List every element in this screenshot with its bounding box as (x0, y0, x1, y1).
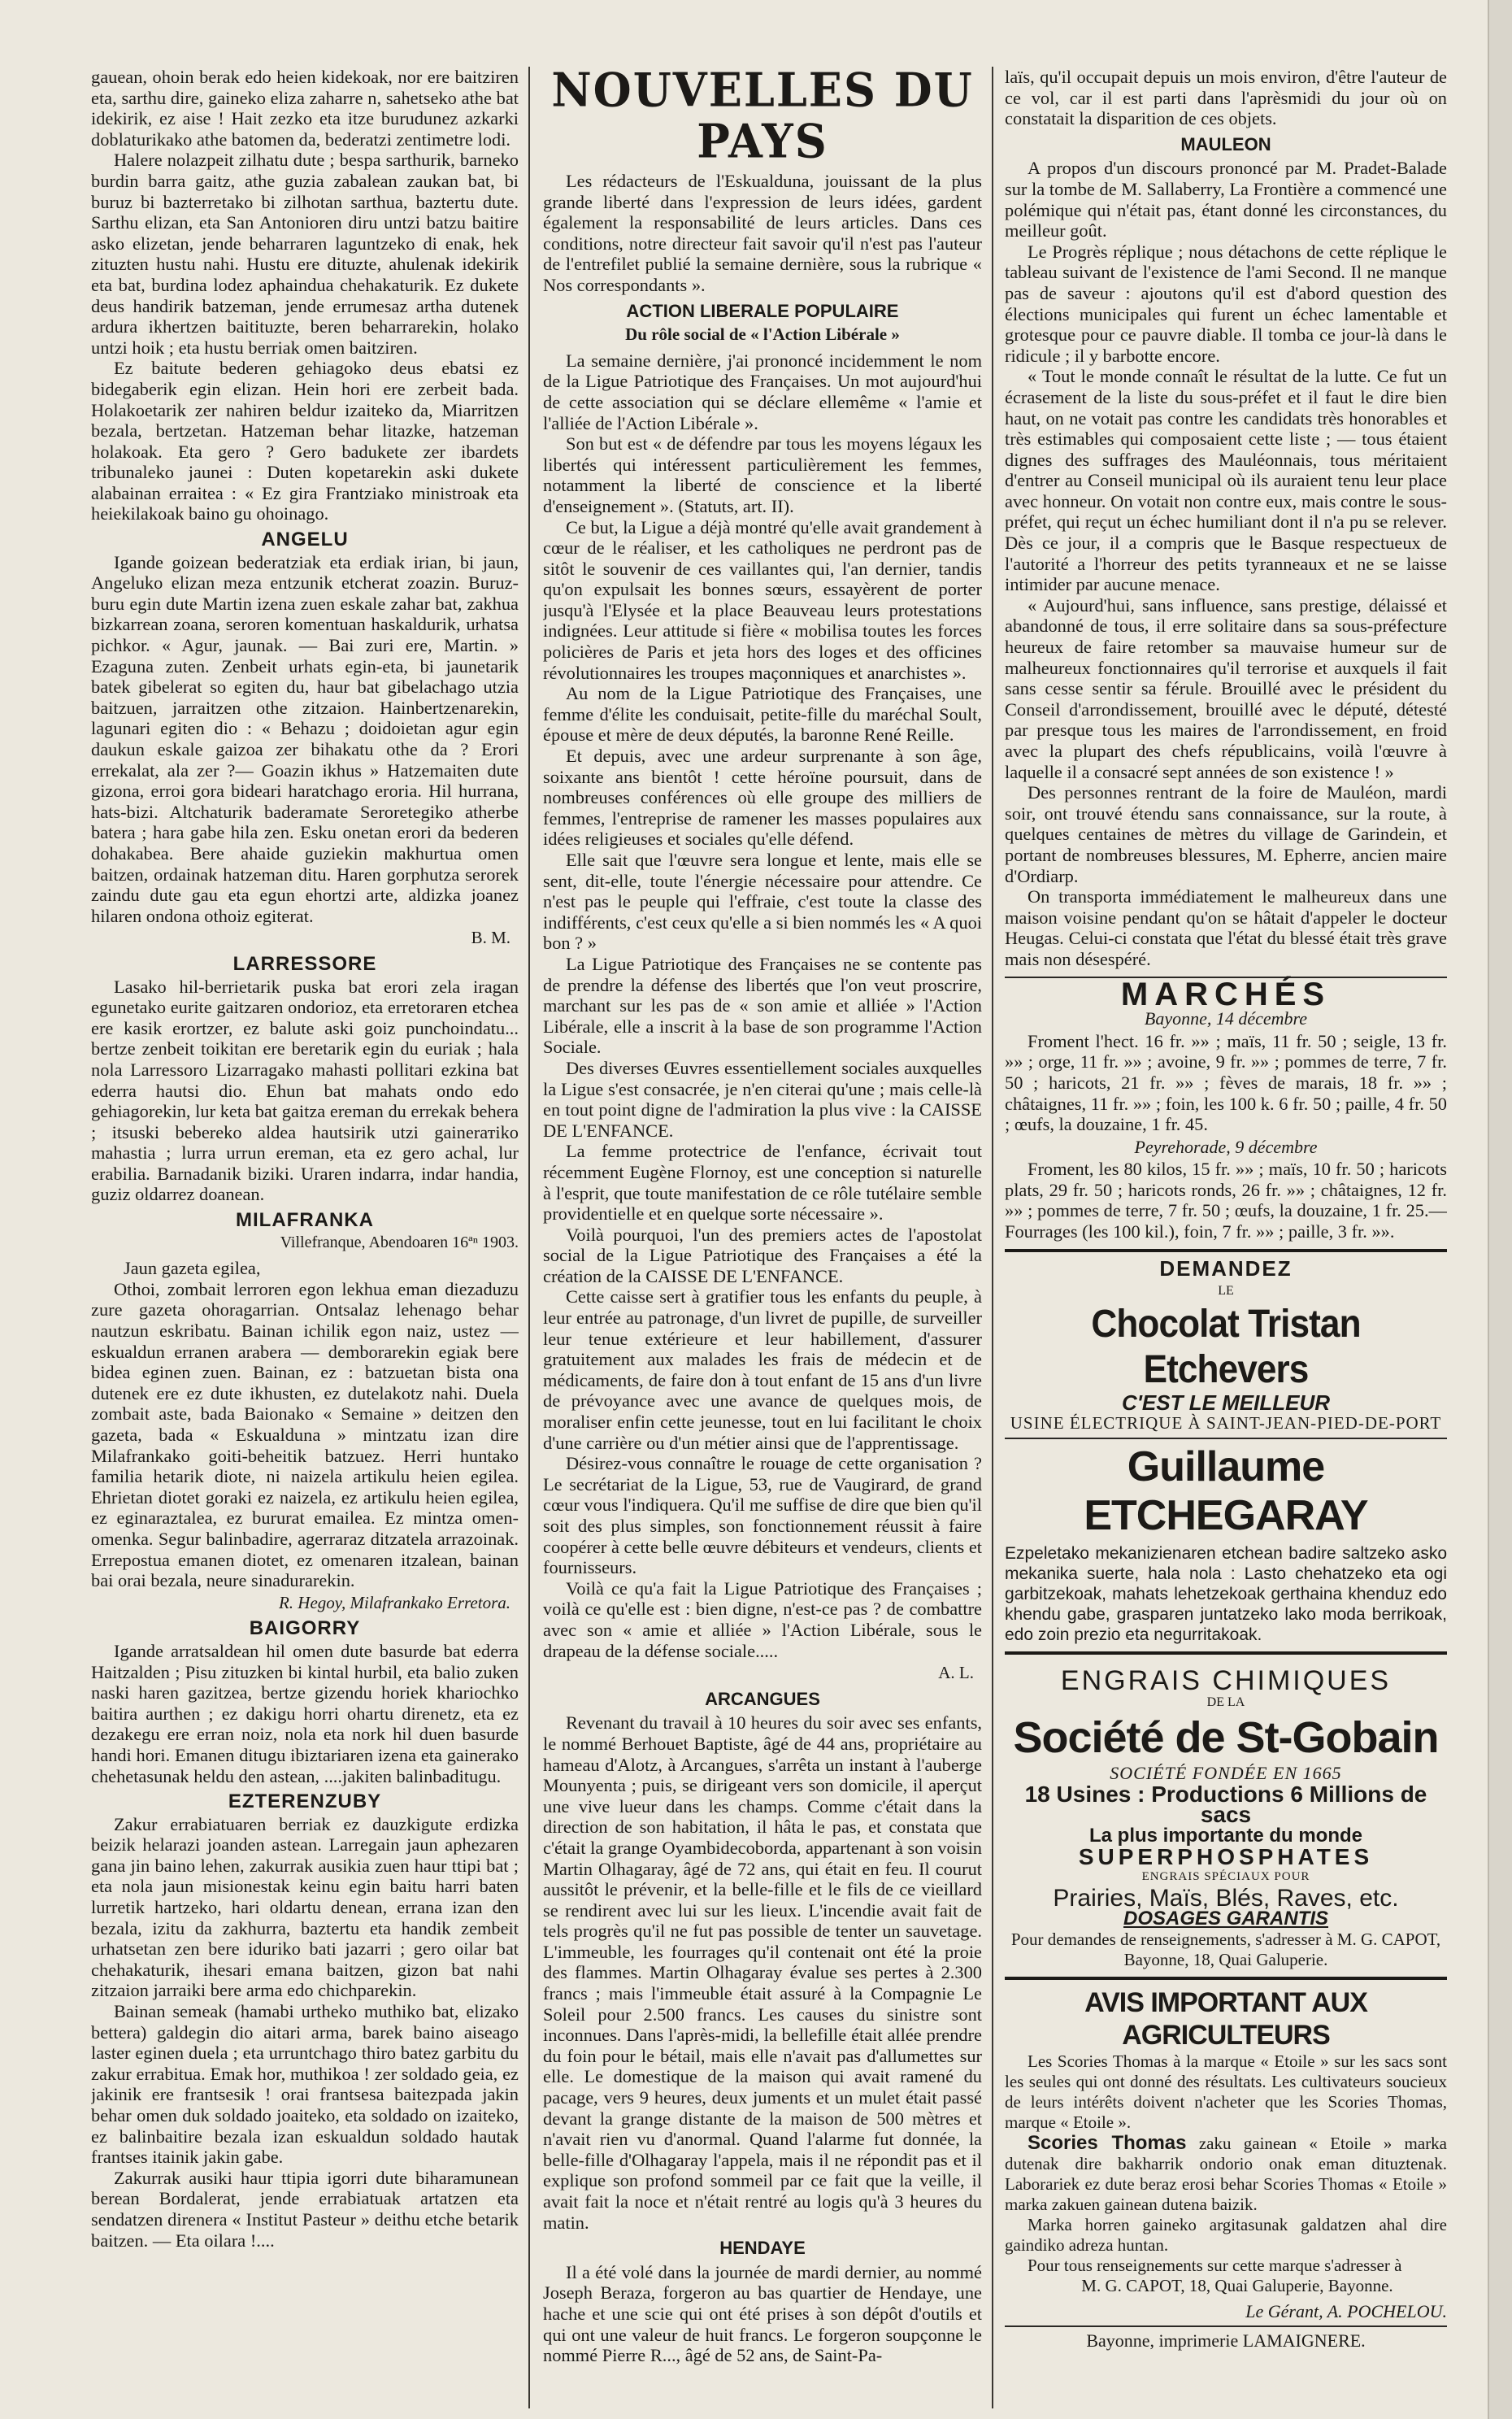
article-paragraph: Ez baitute bederen gehiagoko deus ebatsi ez bidegaberik egin elizan. Hein hori ere zerbeit bada. Holakoetarik zer nahiren beldur izaiteko da, Miarritzen bezala, bertzetan. Hatzeman behar litazke, hatzeman holakoak. Eta gero ? Gero badukete zer ibardets tribunaleko jaunei : Duten kopetarekin aski dukete alabainan erraitea : « Ez gira Frantziako ministroak eta heiekilakoak baino gu ohoinago. (91, 358, 519, 524)
ad-plus-importante: La plus importante du monde (1088, 1825, 1362, 1847)
ad-chocolat-brand: Chocolat Tristan Etchevers (1091, 1302, 1361, 1391)
signature: A. L. (938, 1663, 974, 1683)
section-heading-baigorry: BAIGORRY (249, 1617, 361, 1640)
article-paragraph: Voilà ce qu'a fait la Ligue Patriotique des Françaises ; voilà ce qu'elle est : bien digne, n'est-ce pas ? de combattre avec son « amie et alliée » l'Action Libérale, sous le drapeau de la défense sociale..... (543, 1577, 982, 1661)
ad-superphosphates: SUPERPHOSPHATES (1078, 1843, 1374, 1869)
divider (1005, 1438, 1447, 1439)
ad-engrais-speciaux: ENGRAIS SPÉCIAUX POUR (1141, 1870, 1310, 1884)
ad-scories-address: M. G. CAPOT, 18, Quai Galuperie, Bayonne. (1081, 2275, 1393, 2295)
article-paragraph: Voilà pourquoi, l'un des premiers actes de l'apostolat social de la Ligue Patriotique des Françaises a été la création de la CAISSE DE L'ENFANCE. (543, 1224, 982, 1286)
divider (1005, 1249, 1447, 1252)
section-masthead: NOUVELLES DU PAYS (551, 67, 974, 169)
printer-line: Bayonne, imprimerie LAMAIGNERE. (1086, 2330, 1366, 2351)
section-heading-action-liberale: ACTION LIBERALE POPULAIRE (626, 300, 899, 321)
ad-le: LE (1218, 1284, 1234, 1299)
article-paragraph: La semaine dernière, j'ai prononcé incidemment le nom de la Ligue Patriotique des Françaises. Un mot aujourd'hui de cette association qui se déclare ellemême « l'amie et l'alliée de l'Action Libérale ». (543, 350, 982, 433)
article-paragraph: Désirez-vous connaître le rouage de cette organisation ? Le secrétariat de la Ligue, 53, rue de Vaugirard, de grand cœur vous l'indiquera. Qu'il me suffise de dire que bien qu'il soit des plus simples, son fonctionnement réussit à faire coopérer à cette belle œuvre débiteurs et vendeurs, clients et fournisseurs. (543, 1453, 982, 1578)
article-paragraph: La Ligue Patriotique des Françaises ne se contente pas de prendre la défense des libertés que l'on veut proscrire, marchant sur les pas de « son amie et alliée » l'Action Libérale, elle a inscrit à la base de son programme l'Action Sociale. (543, 953, 982, 1058)
gerant-signature: Le Gérant, A. POCHELOU. (1245, 2300, 1447, 2321)
ad-slogan: C'EST LE MEILLEUR (1121, 1390, 1331, 1415)
page-edge (1488, 0, 1512, 2419)
article-paragraph: Cette caisse sert à gratifier tous les enfants du peuple, à leur entrée au patronage, d'un livret de pupille, de surveiller leur tenue extérieure et leur habillement, d'assurer gratuitement aux malades les frais de médecin et de médicaments, de faire don à tout enfant de 15 ans d'un livre de prévoyance avec une avance de quelques mois, de moraliser enfin cette jeunesse, tout en lui facilitant le choix d'une carrière ou d'un métier ainsi que de l'apprentissage. (543, 1286, 982, 1453)
ad-scories-text: Pour tous renseignements sur cette marque s'adresser à (1028, 2255, 1402, 2275)
article-paragraph: La femme protectrice de l'enfance, écrivait tout récemment Eugène Flornoy, est une conception si naturelle à l'esprit, que toute manifestation de ce rôle tutélaire semble providentielle et en quelque sorte nécessaire ». (543, 1141, 982, 1225)
ad-usines: 18 Usines : Productions 6 Millions de sacs (1024, 1781, 1427, 1828)
article-paragraph: Zakurrak ausiki haur ttipia igorri dute biharamunean berean Bordalerat, jende errabiatuak artatzen eta sendatzen direnera « Institut Pasteur » deithu etche betarik baitzen. — Eta oilara !.... (91, 2167, 519, 2251)
market-prices: Froment, les 80 kilos, 15 fr. »» ; maïs, 10 fr. 50 ; haricots plats, 29 fr. 50 ; haricots ronds, 26 fr. »» ; châtaignes, 12 fr. »» ; pommes de terre, 7 fr. 50 ; œufs, la douzaine, 1 fr. 25.— Fourrages (les 100 kil.), foin, 7 fr. »» ; paille, 3 fr. »». (1005, 1159, 1447, 1242)
divider (1005, 1977, 1447, 1980)
ad-demandez: DEMANDEZ (1159, 1255, 1293, 1281)
article-paragraph: Zakur errabiatuaren berriak ez dauzkigute erdizka beizik helarazi joanden astean. Larregain jaun aphezaren gana jin baino lehen, zakurrak ausikia zuen haur ttipi bat ; eta nola jaun misionestak keinu egin baitu harri baten lurretik hartzeko, hari oldartu denean, errana izan den bezala, izitu da zakhurra, baztertu eta handik zembeit urhatsetan zen bere iduriko bati jazarri ; gero oilar bat chehakaturik, ihesari emana baitzen, gizon bat nahi zitzaion jarraiki bere arma edo chichparekin. (91, 1813, 519, 2001)
article-paragraph: Igande goizean bederatziak eta erdiak irian, bi jaun, Angeluko elizan meza entzunik etcherat zoazin. Buruz-buru egin dute Martin izena zuen eskale zahar bat, zakhua bizkarrean zoana, seroren komentuan haskaldurik, urhatsa pichkor. « Agur, jaunak. — Bai zuri ere, Martin. » Ezagunа zuten. Zenbeit urhats egin-eta, bi jaunetarik batek gibelerat so egiten du, haur bat gibelachago utzia baitzuen, jarraitzen othe zitzaion. Hainbertzenarekin, lagunari egiten dio : « Behazu ; doidoietan agur egin daukun eskale gaizoa zer bihakatu othe da ? Erori errekalat, ala zer ?— Goazin ikhus » Hatzemaiten dute gizona, erroi gora bideari haratchago eroria. Hil hurrana, hats-bizi. Altchaturik baderamate Seroretegiko atherbe batera ; hara gabe hila zen. Esku onetan erori da bederen dohakabea. Bere ahaide guziekin makhurtua omen baitzen, ordainak hatzeman ditu. Haren gorphutza serorek zaindu dute gau eta egun ehortzi arte, aldizka joanez hilaren ondona othoiz egiterat. (91, 551, 519, 926)
section-heading-ezterenzuby: EZTERENZUBY (228, 1790, 382, 1813)
market-dateline: Bayonne, 14 décembre (1144, 1008, 1308, 1029)
article-paragraph: A propos d'un discours prononcé par M. Pradet-Balade sur la tombe de M. Sallaberry, La Frontière a commencé une polémique qui n'était pas, étant donné les circonstances, du meilleur goût. (1005, 158, 1447, 241)
ad-dosages: DOSAGES GARANTIS (1123, 1908, 1329, 1930)
article-paragraph: Ce but, la Ligue a déjà montré qu'elle avait grandement à cœur de le réaliser, et les catholiques ne perdront pas de sitôt le souvenir de ces vaillantes qui, l'an dernier, tandis qu'on expulsait les bonnes sœurs, essayèrent de porter jusqu'à l'Elysée et la place Beauveau leurs protestations indignées. Leur attitude si fière « mobilisa toutes les forces policières de Paris et jeta hors des loges et des officines révolutionnaires les troupes maçonniques et anarchistes ». (543, 516, 982, 683)
article-paragraph: Des diverses Œuvres essentiellement sociales auxquelles la Ligue s'est consacrée, je n'en citerai qu'une ; mais celle-là en tout point digne de l'admiration la plus vive : la CAISSE DE L'ENFANCE. (543, 1057, 982, 1141)
ad-scories-basque-text: zaku gainean « Etoile » marka dutenak dire bakharrik ondorio onak eman dituztenak. Laborariek ez dute beraz erosi behar Scories Thomas « Etoile » marka zakuen gainean dutena baizik. (1005, 2133, 1447, 2214)
divider (1005, 2325, 1447, 2327)
article-paragraph: Elle sait que l'œuvre sera longue et lente, mais elle se sent, dit-elle, toute l'énergie nécessaire pour attendre. Ce n'est pas le peuple qui l'effraie, c'est toute la classe des indifférents, c'est ceux qu'elle a si bien nommés les « A quoi bon ? » (543, 850, 982, 954)
column-rule-left (528, 67, 530, 2408)
ad-scories-bold: Scories Thomas (1028, 2131, 1187, 2154)
section-heading-mauleon: MAULEON (1180, 133, 1271, 154)
advertisement-saint-gobain (1005, 1665, 1447, 1970)
market-dateline: Peyrehorade, 9 décembre (1134, 1136, 1318, 1157)
article-paragraph: « Aujourd'hui, sans influence, sans prestige, délaissé et abandonné de tous, il erre solitaire dans sa sous-préfecture heureux de faire retomber sa mauvaise humeur sur de malheureux fonctionnaires qu'il terrorise et auxquels il fait sans cesse sentir sa férule. Brouillé avec le président du Conseil d'arrondissement, brouillé avec le député, détesté par presque tous les maires de l'arrondissement, en froid avec la plupart des chefs républicains, voilà l'œuvre à laquelle il a consacré sept années de son existence ! » (1005, 594, 1447, 782)
article-paragraph: gauean, ohoin berak edo heien kidekoak, nor ere baitziren eta, sarthu dire, gaineko eliza zaharre n, sahetseko athe bat idekirik, ez aise ! Hait zezko eta itze burudunez azkarki doblaturikako athe batomen da, bederatzi zentimetre lodi. (91, 67, 519, 150)
article-paragraph: Son but est « de défendre par tous les moyens légaux les libertés qui intéressent particulièrement les femmes, notamment la liberté de conscience et la liberté d'enseignement ». (Statuts, art. II). (543, 433, 982, 516)
article-paragraph: On transporta immédiatement le malheureux dans une maison voisine pendant qu'on se hâtait d'appeler le docteur Heugas. Celui-ci constata que l'état du blessé était très grave mais non désespéré. (1005, 886, 1447, 969)
article-paragraph: « Tout le monde connaît le résultat de la lutte. Ce fut un écrasement de la liste du sous-préfet et il faut le dire bien haut, on ne votait pas contre les candidats très honorables et très estimables qui composaient cette liste ; — tous étaient dignes des suffrages des Mauléonnais, tous méritaient d'entrer au Conseil municipal où ils auraient tenu leur place avec honneur. On votait non contre eux, mais contre le sous-préfet, qui reçut un échec humiliant dont il n'a pu se relever. Dès ce jour, il a compris que le Basque respectueux de l'autorité a l'horreur des petits tyranneaux et ne se laisse intimider par aucune menace. (1005, 366, 1447, 595)
article-paragraph: Halere nolazpeit zilhatu dute ; bespa sarthurik, barneko burdin barra gaitz, athe guzia zabalean zaukan bat, bi buruz bi bazterretako bi zilhotan sarthua, baztertu dute. Sarthu elizan, eta San Antonioren diru untzi batzu baitire asko elizetan, jende beharraren laguntzeko di enak, hek zituzten hustu nahi. Hustu ere dituzte, ahulenak idekirik eta bat, burdina lodez aphaindua chehakaturik. Ez dukete deus handirik batzeman, jende errumesaz artha dutenek ardura ikhertzen baitituzte, beren beharrarekin, holako untzi hoik ; eta hustu berriak omen baitziren. (91, 150, 519, 358)
article-paragraph: Le Progrès réplique ; nous détachons de cette réplique le tableau suivant de l'existence de l'ami Second. Il ne manque pas de saveur : ajoutons qu'il est d'abord question des élections municipales qui furent un échec lamentable et grotesque pour ce pauvre diable. Il tomba ce jour-là dans le ridicule ; il y barbotte encore. (1005, 241, 1447, 366)
section-heading-angelu: ANGELU (261, 529, 349, 551)
ad-etchegaray-text: Ezpeletako mekanizienaren etchean badire saltzeko asko mekanika suerte, hala nola : Lasto chehatzeko eta ogi garbitzekoak, mahats lehetzekoak gerthaina khenduz edo khendu gabe, grasparen juntatzeko lako moda berrikoak, edo zoin prezio eta negurritakoak. (1005, 1544, 1447, 1645)
section-heading-larressore: LARRESSORE (232, 952, 377, 975)
article-paragraph: Igande arratsaldean hil omen dute basurde bat ederra Haitzalden ; Pisu zituzken bi kintal hurbil, eta balio zuken naski haren gazitzea, bertze gizendu horiek khariochko baitira aurthen ; ez dakigu horri ohartu direnetz, eta ez dezakegu ere erran noiz, nola eta nork hil duen basurde handi hori. Emanen ditugu ibiztariaren izena eta gainerako chehetasunak heldu den astean, ....jakiten balinbaditugu. (91, 1640, 519, 1786)
divider (1005, 1651, 1447, 1655)
column-nouvelles (543, 67, 982, 2408)
ad-scories-text: Les Scories Thomas à la marque « Etoile » sur les sacs sont les seules qui ont donné des résultats. Les cultivateurs soucieux de leurs intérêts doivent n'acheter que les Scories Thomas, marque « Etoile ». (1005, 2051, 1447, 2132)
ad-de-la: DE LA (1206, 1695, 1245, 1709)
signature: R. Hegoy, Milafrankako Erretora. (278, 1592, 511, 1612)
signature: B. M. (471, 928, 511, 948)
article-paragraph: Au nom de la Ligue Patriotique des Françaises, une femme d'élite les conduisait, petite-fille du maréchal Soult, épouse et mère de deux députés, la baronne René Reille. (543, 683, 982, 746)
ad-contact: Pour demandes de renseignements, s'adresser à M. G. CAPOT, Bayonne, 18, Quai Galuperie. (1010, 1929, 1441, 1969)
column-rule-right (992, 67, 993, 2408)
ad-usine: USINE ÉLECTRIQUE À SAINT-JEAN-PIED-DE-PORT (1010, 1413, 1442, 1434)
markets-heading: MARCHÉS (1120, 976, 1332, 1012)
section-heading-milafranka: MILAFRANKA (236, 1209, 374, 1232)
dateline: Villefranque, Abendoaren 16ªⁿ 1903. (280, 1233, 519, 1251)
ad-fondee: SOCIÉTÉ FONDÉE EN 1665 (1110, 1763, 1342, 1784)
column-basque-news (91, 67, 519, 2408)
advertisement-chocolat (1005, 1255, 1447, 1645)
ad-scories-text: Marka horren gaineko argitasunak galdatzen ahal dire gaindiko adreza huntan. (1005, 2214, 1447, 2255)
article-paragraph: Il a été volé dans la journée de mardi dernier, au nommé Joseph Beraza, forgeron au bas quartier de Hendaye, une hache et une scie qui ont été prises à son dépôt d'outils et qui ont une valeur de huit francs. Le forgeron soupçonne le nommé Pierre R..., âgé de 52 ans, de Saint-Pa- (543, 2261, 982, 2366)
section-heading-arcangues: ARCANGUES (705, 1688, 820, 1709)
letter-greeting: Jaun gazeta egilea, (124, 1258, 261, 1279)
ad-saint-gobain-brand: Société de St-Gobain (1013, 1713, 1439, 1763)
advertisement-scories-thomas (1005, 1986, 1447, 2296)
column-news-and-ads (1005, 67, 1447, 2408)
ad-prairies: Prairies, Maïs, Blés, Raves, etc. (1053, 1884, 1399, 1912)
article-paragraph: Bainan semeak (hamabi urtheko muthiko bat, elizako bettera) galdegin dio aitari arma, barek baino aiseago laster eginen duela ; eta urruntchago thiro batez garbitu du zakur errabitua. Emak hor, muthikoa ! zer soldado geia, ez jakinik ere frantsesik ! orai frantsesa baitezpada jakin behar omen duk soldado joaiteko, eta soldado on izaiteko, ez balinbaitire bezala izan eskualdun soldado hautak frantses itainik jakin gabe. (91, 2001, 519, 2168)
ad-engrais-chimiques: ENGRAIS CHIMIQUES (1060, 1665, 1392, 1697)
article-paragraph: Des personnes rentrant de la foire de Mauléon, mardi soir, ont trouvé étendu sans connaissance, sur la route, à quelques centaines de mètres du village de Garindein, et portant de nombreuses blessures, M. Epherre, ancien maire d'Ordiarp. (1005, 782, 1447, 886)
article-paragraph: Revenant du travail à 10 heures du soir avec ses enfants, le nommé Berhouet Baptiste, âgé de 44 ans, propriétaire au hameau d'Alotz, à Arcangues, s'arrêta un instant à l'auberge Mounyenta ; puis, se dirigeant vers son domicile, il aperçut une vive lueur dans les champs. Comme c'était dans la direction de son habitation, il hâta le pas, et constata que c'était la grange Oyambidecoborda, appartenant à son voisin Martin Olhagaray, âgé de 72 ans, qui était en feu. Il courut aussitôt le prévenir, et la belle-fille et le fils de ce vieillard se rendirent avec lui sur les lieux. L'incendie avait fait de tels progrès qu'il ne fut pas possible de tenter un sauvetage. L'immeuble, les fourrages qu'il contenait ont été la proie des flammes. Martin Olhagaray évalue ses pertes à 2.300 francs ; mais l'immeuble était assuré à la Compagnie Le Soleil pour 2.500 francs. Les causes du sinistre sont inconnues. Dans l'après-midi, la bellefille était allée prendre du foin pour le bétail, mais elle n'avait pas d'allumettes sur elle. Le domestique de la maison qui avait ramené du pacage, vers 9 heures, deux juments et un mulet était passé devant la grange distante de la maison de 500 mètres et n'avait rien vu d'anormal. Quand l'alarme fut donnée, la belle-fille d'Olhagaray l'appela, mais il ne répondit pas et il explique son profond sommeil par ce fait que la veille, il avait fait la noce et n'était rentré au logis qu'à 3 heures du matin. (543, 1712, 982, 2233)
market-prices: Froment l'hect. 16 fr. »» ; maïs, 11 fr. 50 ; seigle, 13 fr. »» ; orge, 11 fr. »» ; avoine, 9 fr. »» ; pommes de terre, 7 fr. 50 ; haricots, 21 fr. »» ; fèves de marais, 18 fr. »» ; châtaignes, 11 fr. »» ; foin, les 100 k. 6 fr. 50 ; paille, 4 fr. 50 ; œufs, la douzaine, 1 fr. 45. (1005, 1030, 1447, 1135)
article-paragraph: Lasako hil-berrietarik puska bat erori zela iragan egunetako eurite gaitzaren ondorioz, eta erretoraren etchea ere kasik erortzer, ez balute aski goiz punchoindatu... bertze zenbeit toikitan ere beretarik egin du euriak ; hala nola Larressoro Lizarragako mahasti pollitari ezkina bat ederra hautsi dio. Ehun bat mahats ondo edo gehiagorekin, lur keta bat gaitza ereman du errekak beherа ; itsuski bebereko aldea hautsirik utzi gainerатiko mahastia ; lurra urrun ereman, eta ez gero achal, lur erabilia. Barnadanik biziki. Uraren indarra, indar handia, guziz oldarrez doanean. (91, 976, 519, 1205)
ad-avis-heading: AVIS IMPORTANT AUX AGRICULTEURS (1084, 1986, 1367, 2051)
article-paragraph: Et depuis, avec une ardeur surprenante à son âge, soixante ans bientôt ! cette héroïne poursuit, dans de nombreuses conférences où elle groupe des milliers de femmes, l'entreprise de ramener les masses populaires aux idées religieuses et sociales qu'elle défend. (543, 746, 982, 850)
article-paragraph: Othoi, zombait lerroren egon lekhua eman diezaduzu zure gazeta ohoragarrian. Ontsalaz lehenago behar nautzun eskribatu. Bainan ichilik egon naiz, ustez — eskualdun erranen arabera — demborarekin egiak bere bidea eginen zuen. Bainan, ez : batzuetan bista ona dutenek ere ez dute ikhusten, ez dutelakotz nahi. Duela zombait aste, bada Baionako « Semaine » deitzen den gazeta, bada « Eskualduna » mintzatu izan dire Milafrankako goiti-beheitik batzuez. Herri huntako familia hetarik diote, ni naizela artikulu heien egilea. Ehrietan diotet goraki ez naizela, ez artikulu heien egilea, ez eginaraztalea, ez bururat emailea. Ez mintza omen-omenka. Segur balinbadire, agerraraz ditzatela arrazoinak. Errepostua emanen diotet, ez omenaren itzalean, bainan bai orai bezala, neure sinadurarekin. (91, 1278, 519, 1591)
article-paragraph: laïs, qu'il occupait depuis un mois environ, d'être l'auteur de ce vol, car il est parti dans l'aprèsmidi du jour où on constatait la disparition de ces objets. (1005, 67, 1447, 129)
article-paragraph: Les rédacteurs de l'Eskualduna, jouissant de la plus grande liberté dans l'expression de leurs idées, gardent également la responsabilité de leurs articles. Dans ces conditions, notre directeur fait savoir qu'il n'est pas l'auteur de l'entrefilet publié la semaine dernière, sous la rubrique « Nos correspondants ». (543, 171, 982, 295)
ad-etchegaray-brand: Guillaume ETCHEGARAY (1084, 1443, 1368, 1540)
ad-scories-basque (1005, 2133, 1447, 2215)
section-heading-hendaye: HENDAYE (719, 2238, 806, 2259)
section-subheading: Du rôle social de « l'Action Libérale » (625, 324, 900, 345)
